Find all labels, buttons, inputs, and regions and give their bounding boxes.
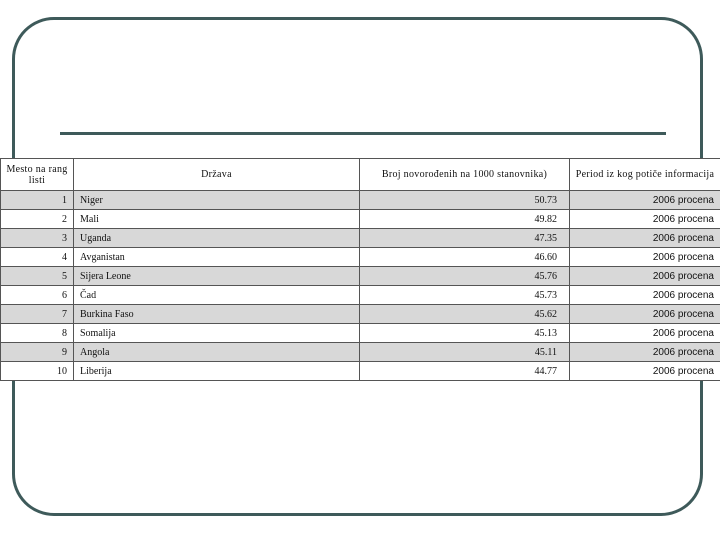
header-rank: Mesto na rang listi [1,159,74,191]
cell-country: Čad [74,286,360,305]
cell-rank: 9 [1,343,74,362]
table-row [1,210,720,229]
header-period: Period iz kog potiče informacija [570,159,720,191]
table-row [1,248,720,267]
cell-rate: 45.62 [360,305,570,324]
cell-rate: 45.11 [360,343,570,362]
cell-rate: 47.35 [360,229,570,248]
birth-rate-table [0,158,720,381]
cell-rate: 45.76 [360,267,570,286]
table-header-row [1,159,720,191]
cell-country: Uganda [74,229,360,248]
table-row [1,191,720,210]
cell-period: 2006 procena [570,191,720,210]
cell-period: 2006 procena [570,286,720,305]
cell-country: Sijera Leone [74,267,360,286]
cell-rank: 3 [1,229,74,248]
cell-period: 2006 procena [570,229,720,248]
table-row [1,324,720,343]
cell-period: 2006 procena [570,267,720,286]
cell-rank: 1 [1,191,74,210]
table-row [1,343,720,362]
cell-rate: 50.73 [360,191,570,210]
cell-country: Avganistan [74,248,360,267]
title-divider [60,132,666,135]
cell-rank: 4 [1,248,74,267]
cell-country: Burkina Faso [74,305,360,324]
cell-period: 2006 procena [570,305,720,324]
table-row [1,305,720,324]
table-row [1,267,720,286]
cell-period: 2006 procena [570,210,720,229]
cell-country: Angola [74,343,360,362]
cell-rank: 2 [1,210,74,229]
cell-rank: 6 [1,286,74,305]
cell-rate: 44.77 [360,362,570,381]
cell-country: Niger [74,191,360,210]
table-row [1,286,720,305]
cell-country: Mali [74,210,360,229]
table-row [1,362,720,381]
table-row [1,229,720,248]
cell-rank: 10 [1,362,74,381]
cell-period: 2006 procena [570,362,720,381]
cell-country: Liberija [74,362,360,381]
header-rate: Broj novorođenih na 1000 stanovnika) [360,159,570,191]
cell-rate: 45.13 [360,324,570,343]
cell-rate: 46.60 [360,248,570,267]
cell-period: 2006 procena [570,324,720,343]
cell-rate: 45.73 [360,286,570,305]
cell-rate: 49.82 [360,210,570,229]
cell-rank: 8 [1,324,74,343]
cell-country: Somalija [74,324,360,343]
cell-rank: 7 [1,305,74,324]
cell-rank: 5 [1,267,74,286]
cell-period: 2006 procena [570,248,720,267]
cell-period: 2006 procena [570,343,720,362]
header-country: Država [74,159,360,191]
